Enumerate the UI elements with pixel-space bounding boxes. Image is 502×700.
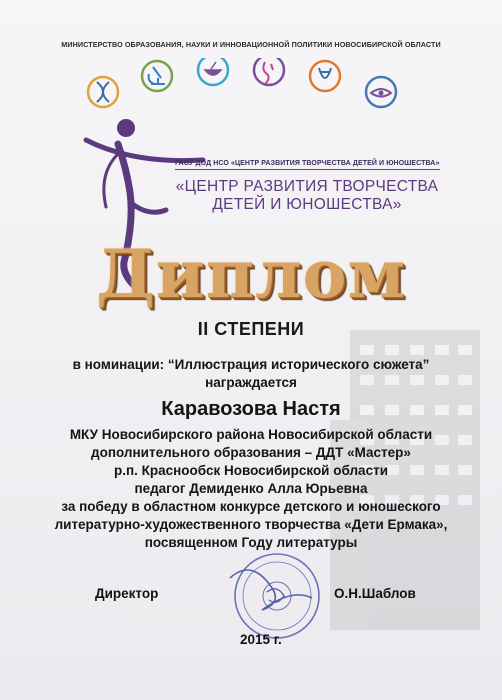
divider	[175, 169, 440, 170]
institution-line1: МКУ Новосибирского района Новосибирской области	[69, 427, 433, 442]
eye-icon	[366, 77, 396, 107]
year-text: 2015 г.	[240, 632, 282, 647]
org-short-name: ГАОУ ДОД НСО «ЦЕНТР РАЗВИТИЯ ТВОРЧЕСТВА ДЕТЕЙ И ЮНОШЕСТВА»	[175, 160, 440, 167]
awarded-text: награждается	[205, 375, 297, 390]
org-title-line2: ДЕТЕЙ И ЮНОШЕСТВА»	[212, 196, 402, 213]
subject-icons-row	[85, 58, 445, 120]
palette-figure-icon	[254, 58, 284, 85]
lyre-icon	[310, 61, 340, 91]
recipient-name: Каравозова Настя	[161, 398, 341, 420]
microscope-icon	[142, 61, 172, 91]
institution-line2: дополнительного образования – ДДТ «Мастер»	[91, 445, 411, 460]
official-stamp	[222, 548, 327, 643]
director-label: Директор	[95, 586, 159, 601]
signer-name: О.Н.Шаблов	[334, 586, 416, 601]
dna-icon	[88, 77, 118, 107]
org-title	[172, 178, 442, 214]
diploma-degree: II СТЕПЕНИ	[197, 319, 305, 339]
diploma-title: Диплом	[96, 235, 406, 313]
reason-line3: посвященном Году литературы	[144, 535, 358, 550]
nomination-text: в номинации: “Иллюстрация исторического сюжета”	[72, 357, 430, 372]
location-line: р.п. Краснообск Новосибирской области	[114, 463, 388, 478]
mortar-icon	[198, 58, 228, 85]
ministry-header: МИНИСТЕРСТВО ОБРАЗОВАНИЯ, НАУКИ И ИННОВАЦИОННОЙ ПОЛИТИКИ НОВОСИБИРСКОЙ ОБЛАСТИ	[61, 40, 441, 49]
reason-line1: за победу в областном конкурсе детского и юношеского	[61, 499, 441, 514]
reason-line2: литературно-художественного творчества «Дети Ермака»,	[54, 517, 448, 532]
org-title-line1: «ЦЕНТР РАЗВИТИЯ ТВОРЧЕСТВА	[175, 178, 439, 195]
teacher-line: педагог Демиденко Алла Юрьевна	[134, 481, 368, 496]
